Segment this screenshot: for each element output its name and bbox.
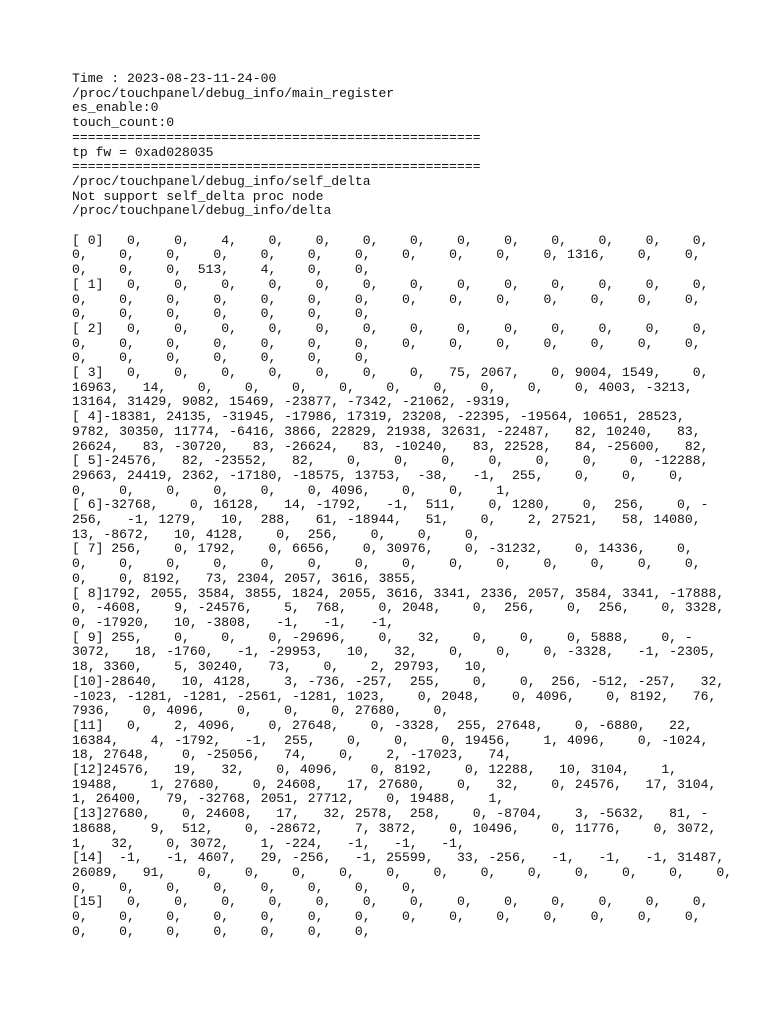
delta-row-line: 18, 3360, 5, 30240, 73, 0, 2, 29793, 10, — [72, 659, 489, 675]
delta-row-line: [13]27680, 0, 24608, 17, 32, 2578, 258, 0, -8704, 3, -5632, 81, - — [72, 806, 709, 822]
delta-row-line: [ 3] 0, 0, 0, 0, 0, 0, 0, 75, 2067, 0, 9004, 1549, 0, — [72, 365, 709, 381]
delta-row-line: 0, 0, 0, 0, 0, 0, 4096, 0, 0, 1, — [72, 482, 513, 498]
delta-row-line: 0, 0, 8192, 73, 2304, 2057, 3616, 3855, — [72, 570, 418, 586]
delta-row-line: 0, 0, 0, 0, 0, 0, 0, 0, 0, 0, 0, 0, 0, 0, — [72, 556, 701, 572]
delta-row-line: [ 7] 256, 0, 1792, 0, 6656, 0, 30976, 0, -31232, 0, 14336, 0, — [72, 541, 693, 557]
delta-row — [72, 498, 712, 542]
delta-row — [72, 366, 712, 410]
delta-row — [72, 454, 712, 498]
delta-row — [72, 585, 725, 631]
delta-row-line: [ 0] 0, 0, 4, 0, 0, 0, 0, 0, 0, 0, 0, 0, 0, — [72, 232, 709, 248]
delta-row — [72, 542, 712, 586]
delta-row-line: 1, 26400, 79, -32768, 2051, 27712, 0, 19488, 1, — [72, 791, 505, 807]
delta-row — [72, 322, 712, 366]
debug-log-document — [72, 71, 733, 939]
delta-row-line: [ 8]1792, 2055, 3584, 3855, 1824, 2055, 3616, 3341, 2336, 2057, 3584, 3341, -17888, — [72, 585, 725, 601]
delta-row-line: 19488, 1, 27680, 0, 24608, 17, 27680, 0, 32, 0, 24576, 17, 3104, — [72, 776, 717, 792]
delta-row-line: 3072, 18, -1760, -1, -29953, 10, 32, 0, 0, 0, -3328, -1, -2305, — [72, 644, 717, 660]
delta-row-line: [10]-28640, 10, 4128, 3, -736, -257, 255, 0, 0, 256, -512, -257, 32, — [72, 673, 725, 689]
delta-row-line: 1, 32, 0, 3072, 1, -224, -1, -1, -1, — [72, 835, 465, 851]
delta-row — [72, 762, 717, 807]
time-line: Time : 2023-08-23-11-24-00 — [72, 71, 277, 86]
separator-2: ==================================================== — [72, 159, 481, 175]
separator-1: ==================================================== — [72, 129, 481, 145]
delta-row-line: [12]24576, 19, 32, 0, 4096, 0, 8192, 0, 12288, 10, 3104, 1, — [72, 762, 678, 778]
delta-row-line: 0, 0, 0, 0, 0, 0, 0, — [72, 923, 371, 939]
delta-row-line: 9782, 30350, 11774, -6416, 3866, 22829, 21938, 32631, -22487, 82, 10240, 83, — [72, 423, 701, 439]
delta-row-line: 0, 0, 0, 0, 0, 0, 0, 0, 0, 0, 0, 0, 0, 0, — [72, 335, 701, 351]
delta-row-line: 18, 27648, 0, -25056, 74, 0, 2, -17023, 74, — [72, 747, 513, 763]
delta-row-line: 0, 0, 0, 0, 0, 0, 0, — [72, 350, 371, 366]
self-delta-message: Not support self_delta proc node — [72, 188, 324, 204]
delta-row — [72, 719, 712, 763]
delta-row — [72, 278, 712, 322]
touch-count-line: touch_count:0 — [72, 115, 175, 131]
delta-row-line: [11] 0, 2, 4096, 0, 27648, 0, -3328, 255, 27648, 0, -6880, 22, — [72, 717, 693, 733]
delta-row — [72, 410, 712, 454]
delta-row-line: 16384, 4, -1792, -1, 255, 0, 0, 0, 19456, 1, 4096, 0, -1024, — [72, 732, 709, 748]
delta-row-line: [ 5]-24576, 82, -23552, 82, 0, 0, 0, 0, 0, 0, 0, -12288, — [72, 453, 709, 469]
delta-row-line: -1023, -1281, -1281, -2561, -1281, 1023, 0, 2048, 0, 4096, 0, 8192, 76, — [72, 688, 717, 704]
delta-row-line: 0, -4608, 9, -24576, 5, 768, 0, 2048, 0, 256, 0, 256, 0, 3328, — [72, 600, 725, 616]
delta-row-line: 0, 0, 0, 0, 0, 0, 0, 0, 0, 0, 0, 0, 0, 0, — [72, 291, 701, 307]
delta-path: /proc/touchpanel/debug_info/delta — [72, 203, 332, 219]
delta-row — [72, 234, 712, 278]
delta-row-line: 0, 0, 0, 0, 0, 0, 0, — [72, 306, 371, 322]
delta-row-line: [14] -1, -1, 4607, 29, -256, -1, 25599, 33, -256, -1, -1, -1, 31487, — [72, 850, 725, 866]
es-enable-line: es_enable:0 — [72, 100, 159, 116]
delta-row — [72, 629, 717, 675]
tp-fw-line: tp fw = 0xad028035 — [72, 144, 214, 160]
main-register-path: /proc/touchpanel/debug_info/main_register — [72, 85, 395, 101]
delta-row-line: 0, 0, 0, 0, 0, 0, 0, 0, — [72, 879, 418, 895]
blank-spacer — [72, 219, 712, 234]
delta-table — [72, 232, 733, 940]
delta-row-line: 18688, 9, 512, 0, -28672, 7, 3872, 0, 10496, 0, 11776, 0, 3072, — [72, 820, 717, 836]
delta-row-line: 256, -1, 1279, 10, 288, 61, -18944, 51, 0, 2, 27521, 58, 14080, — [72, 512, 701, 528]
delta-row-line: 13164, 31429, 9082, 15469, -23877, -7342, -21062, -9319, — [72, 394, 513, 410]
delta-row — [72, 850, 733, 895]
delta-row — [72, 673, 725, 719]
delta-row-line: [ 6]-32768, 0, 16128, 14, -1792, -1, 511, 0, 1280, 0, 256, 0, - — [72, 497, 709, 513]
delta-row-line: 26089, 91, 0, 0, 0, 0, 0, 0, 0, 0, 0, 0, 0, 0, — [72, 864, 733, 880]
delta-row-line: 0, 0, 0, 0, 0, 0, 0, 0, 0, 0, 0, 0, 0, 0, — [72, 909, 701, 925]
delta-row-line: 0, 0, 0, 0, 0, 0, 0, 0, 0, 0, 0, 1316, 0, 0, — [72, 247, 701, 263]
delta-row-line: 26624, 83, -30720, 83, -26624, 83, -10240, 83, 22528, 84, -25600, 82, — [72, 438, 709, 454]
delta-row-line: 0, 0, 0, 513, 4, 0, 0, — [72, 262, 371, 278]
delta-row-line: 0, -17920, 10, -3808, -1, -1, -1, — [72, 615, 395, 630]
delta-row-line: [ 1] 0, 0, 0, 0, 0, 0, 0, 0, 0, 0, 0, 0, 0, — [72, 276, 709, 292]
delta-row-line: 7936, 0, 4096, 0, 0, 0, 27680, 0, — [72, 703, 450, 719]
delta-row — [72, 895, 712, 939]
delta-row-line: 29663, 24419, 2362, -17180, -18575, 13753, -38, -1, 255, 0, 0, 0, — [72, 467, 685, 483]
delta-row-line: [15] 0, 0, 0, 0, 0, 0, 0, 0, 0, 0, 0, 0, 0, — [72, 894, 709, 910]
delta-row — [72, 806, 717, 851]
delta-row-line: 16963, 14, 0, 0, 0, 0, 0, 0, 0, 0, 0, 4003, -3213, — [72, 379, 693, 395]
delta-row-line: [ 2] 0, 0, 0, 0, 0, 0, 0, 0, 0, 0, 0, 0, 0, — [72, 320, 709, 336]
self-delta-path: /proc/touchpanel/debug_info/self_delta — [72, 173, 371, 189]
delta-row-line: [ 9] 255, 0, 0, 0, -29696, 0, 32, 0, 0, 0, 5888, 0, - — [72, 629, 693, 645]
delta-row-line: 13, -8672, 10, 4128, 0, 256, 0, 0, 0, — [72, 526, 481, 542]
delta-row-line: [ 4]-18381, 24135, -31945, -17986, 17319, 23208, -22395, -19564, 10651, 28523, — [72, 409, 685, 425]
